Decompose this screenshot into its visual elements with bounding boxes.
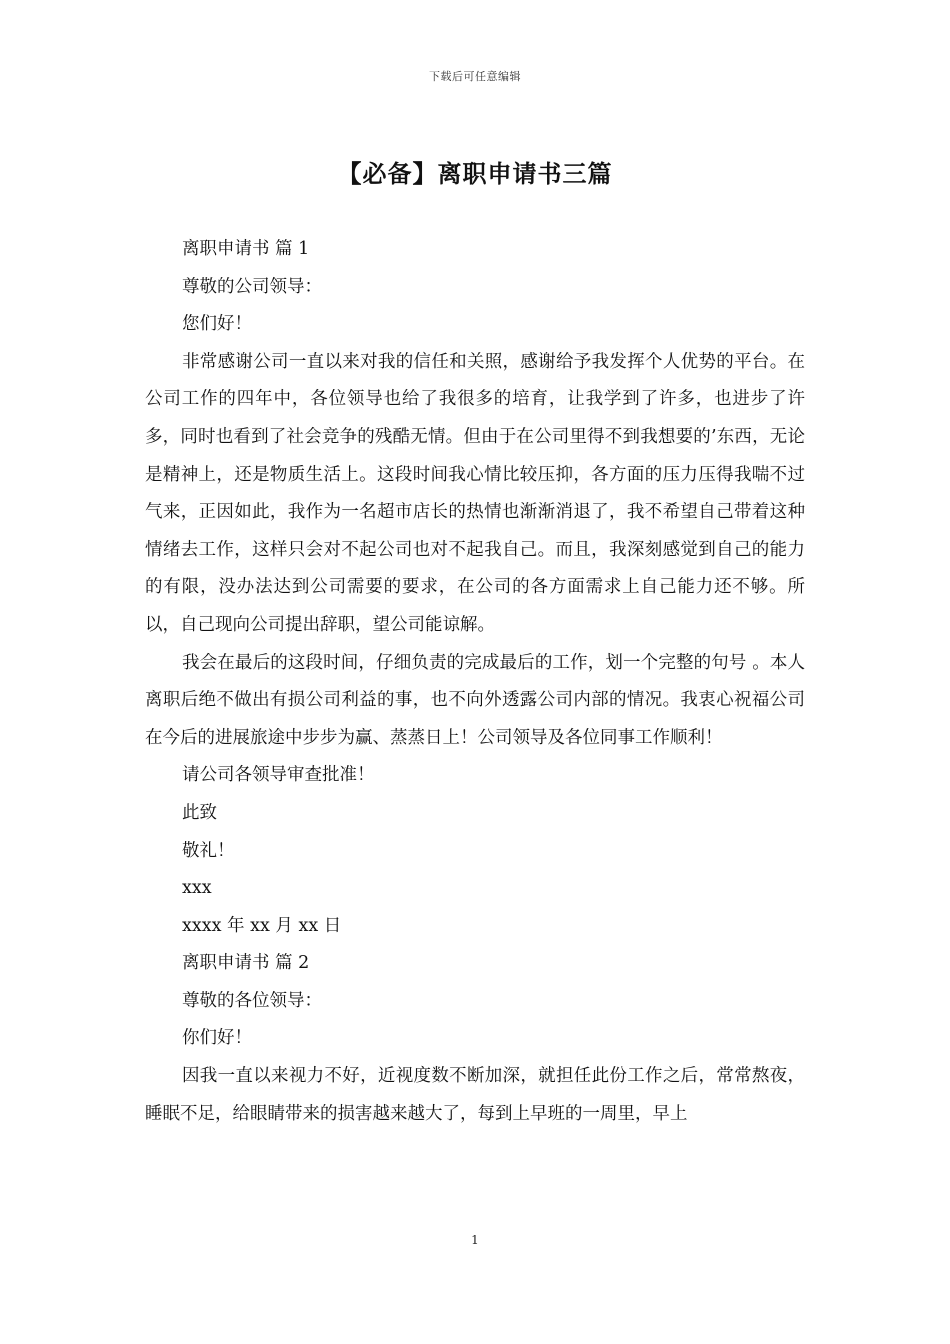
greeting: 您们好！: [182, 314, 252, 335]
greeting: 你们好！: [182, 1028, 252, 1049]
page-title: 【必备】离职申请书三篇: [337, 160, 613, 188]
closing-request: 请公司各领导审查批准！: [182, 765, 375, 786]
document-body: [145, 231, 805, 1133]
header-note: 下载后可任意编辑: [429, 70, 521, 83]
signature-date: xxxx 年 xx 月 xx 日: [182, 915, 342, 936]
page-number: 1: [471, 1233, 479, 1247]
body-paragraph: 非常感谢公司一直以来对我的信任和关照，感谢给予我发挥个人优势的平台。在公司工作的四年中，各位领导也给了我很多的培育，让我学到了许多，也进步了许多，同时也看到了社会竞争的残酷无情。但由于在公司里得不到我想要的’东西，无论是精神上，还是物质生活上。这段时间我心情比较压抑，各方面的压力压得我喘不过气来，正因如此，我作为一名超市店长的热情也渐渐消退了，我不希望自己带着这种情绪去工作，这样只会对不起公司也对不起我自己。而且，我深刻感觉到自己的能力的有限，没办法达到公司需要的要求，在公司的各方面需求上自己能力还不够。所以，自己现向公司提出辞职，望公司能谅解。: [145, 351, 805, 635]
closing-salute: 敬礼！: [182, 840, 235, 861]
body-paragraph: 因我一直以来视力不好，近视度数不断加深，就担任此份工作之后，常常熬夜，睡眠不足，给眼睛带来的损害越来越大了，每到上早班的一周里，早上: [145, 1066, 805, 1124]
section-heading-1: 离职申请书 篇 1: [182, 239, 310, 259]
salutation: 尊敬的公司领导：: [182, 276, 322, 297]
body-paragraph: 我会在最后的这段时间，仔细负责的完成最后的工作，划一个完整的句号 。本人离职后绝不做出有损公司利益的事，也不向外透露公司内部的情况。我衷心祝福公司在今后的进展旅途中步步为赢、蒸蒸日上！公司领导及各位同事工作顺利！: [145, 652, 805, 748]
signature-name: xxx: [182, 878, 212, 899]
closing-phrase: 此致: [182, 802, 217, 823]
section-heading-2: 离职申请书 篇 2: [182, 953, 310, 974]
salutation: 尊敬的各位领导：: [182, 990, 322, 1011]
